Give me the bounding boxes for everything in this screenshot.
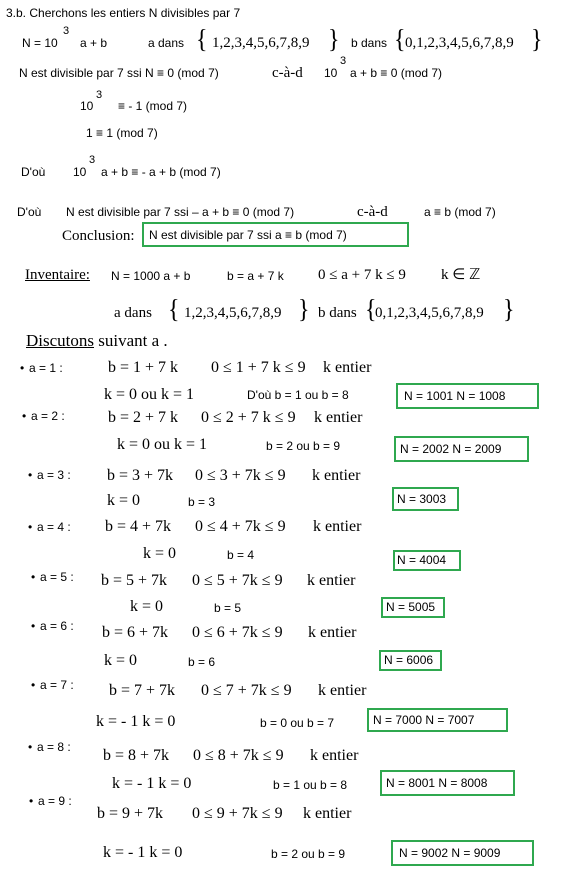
case-b-values: b = 0 ou b = 7 — [260, 716, 335, 730]
discussion-title-rest: suivant a . — [94, 331, 168, 350]
case-k-entier: k entier — [318, 682, 367, 699]
case-k-entier: k entier — [307, 572, 356, 589]
case-equation: b = 8 + 7k — [103, 747, 170, 764]
a-set: 1,2,3,4,5,6,7,8,9 — [212, 35, 310, 51]
case-inequality: 0 ≤ 3 + 7k ≤ 9 — [195, 467, 286, 484]
bullet: • — [31, 570, 36, 584]
case-inequality: 0 ≤ 5 + 7k ≤ 9 — [192, 572, 283, 589]
case-inequality: 0 ≤ 7 + 7k ≤ 9 — [201, 682, 292, 699]
case-k-entier: k entier — [313, 518, 362, 535]
b-set: 0,1,2,3,4,5,6,7,8,9 — [405, 35, 514, 51]
b-dans-label: b dans — [351, 36, 388, 50]
final-congruence: a ≡ b (mod 7) — [424, 205, 496, 219]
case-result: N = 9002 N = 9009 — [399, 846, 501, 860]
case-label: a = 3 : — [37, 468, 71, 482]
case-result: N = 4004 — [397, 553, 447, 567]
conclusion-label: Conclusion: — [62, 228, 135, 244]
case-label: a = 5 : — [40, 570, 74, 584]
n-definition-rest: a + b — [80, 36, 108, 50]
case-equation: b = 7 + 7k — [109, 682, 176, 699]
conclusion-text: N est divisible par 7 ssi a ≡ b (mod 7) — [149, 228, 347, 242]
case-result: N = 5005 — [386, 600, 436, 614]
case-inequality: 0 ≤ 1 + 7 k ≤ 9 — [211, 359, 306, 376]
case-equation: b = 3 + 7k — [107, 467, 174, 484]
power-base: 10 — [324, 66, 338, 80]
case-label: a = 4 : — [37, 520, 71, 534]
case-inequality: 0 ≤ 9 + 7k ≤ 9 — [192, 805, 283, 822]
n-definition-exponent: 3 — [63, 25, 70, 37]
b-dans-label: b dans — [318, 305, 357, 321]
case-k-entier: k entier — [314, 409, 363, 426]
divisibility-statement: N est divisible par 7 ssi N ≡ 0 (mod 7) — [19, 66, 219, 80]
case-k-values: k = - 1 k = 0 — [103, 844, 183, 861]
case-equation: b = 9 + 7k — [97, 805, 164, 822]
power-exponent: 3 — [340, 55, 347, 67]
left-brace: { — [168, 295, 180, 325]
case-b-values: b = 1 ou b = 8 — [273, 778, 348, 792]
a-dans-label: a dans — [114, 305, 152, 321]
bullet: • — [31, 619, 36, 633]
case-equation: b = 4 + 7k — [105, 518, 172, 535]
case-b-values: b = 4 — [227, 548, 255, 562]
case-result: N = 2002 N = 2009 — [400, 442, 502, 456]
case-inequality: 0 ≤ 2 + 7 k ≤ 9 — [201, 409, 296, 426]
case-inequality: 0 ≤ 4 + 7k ≤ 9 — [195, 518, 286, 535]
case-equation: b = 1 + 7 k — [108, 359, 179, 376]
case-k-values: k = 0 — [130, 598, 164, 615]
case-k-entier: k entier — [308, 624, 357, 641]
bullet: • — [20, 361, 25, 375]
case-inequality: 0 ≤ 8 + 7k ≤ 9 — [193, 747, 284, 764]
case-label: a = 8 : — [37, 740, 71, 754]
dou-label: D'où — [21, 165, 46, 179]
left-brace: { — [196, 25, 208, 55]
right-brace: } — [531, 25, 543, 55]
case-k-values: k = 0 — [107, 492, 141, 509]
case-b-values: D'où b = 1 ou b = 8 — [247, 388, 349, 402]
case-b-values: b = 6 — [188, 655, 216, 669]
case-label: a = 6 : — [40, 619, 74, 633]
case-k-values: k = 0 — [104, 652, 138, 669]
bullet: • — [22, 409, 27, 423]
bullet: • — [29, 794, 34, 808]
case-k-values: k = - 1 k = 0 — [112, 775, 192, 792]
n-expression: N = 1000 a + b — [111, 269, 191, 283]
power-base: 10 — [80, 99, 94, 113]
inventaire-label: Inventaire: — [25, 267, 90, 283]
power-exponent: 3 — [96, 89, 103, 101]
congruence-equation: a + b ≡ 0 (mod 7) — [350, 66, 443, 80]
right-brace: } — [328, 25, 340, 55]
case-result: N = 3003 — [397, 492, 447, 506]
b-expression: b = a + 7 k — [227, 269, 284, 283]
case-label: a = 1 : — [29, 361, 63, 375]
case-result: N = 6006 — [384, 653, 434, 667]
congruence-expansion: a + b ≡ - a + b (mod 7) — [101, 165, 221, 179]
dou-label: D'où — [17, 205, 42, 219]
case-k-values: k = 0 ou k = 1 — [104, 386, 195, 403]
bullet: • — [28, 468, 33, 482]
case-k-values: k = 0 — [143, 545, 177, 562]
bullet: • — [28, 740, 33, 754]
case-result: N = 1001 N = 1008 — [404, 389, 506, 403]
right-brace: } — [503, 295, 515, 325]
case-b-values: b = 2 ou b = 9 — [271, 847, 346, 861]
discussion-title — [26, 332, 168, 349]
bullet: • — [28, 520, 33, 534]
divisibility-restatement: N est divisible par 7 ssi – a + b ≡ 0 (mod 7) — [66, 205, 295, 219]
case-k-entier: k entier — [312, 467, 361, 484]
case-result: N = 7000 N = 7007 — [373, 713, 475, 727]
a-set: 1,2,3,4,5,6,7,8,9 — [184, 305, 282, 321]
a-dans-label: a dans — [148, 36, 185, 50]
case-k-values: k = 0 ou k = 1 — [117, 436, 208, 453]
congruence-one: 1 ≡ 1 (mod 7) — [86, 126, 158, 140]
congruence-result: ≡ - 1 (mod 7) — [118, 99, 188, 113]
cad-text: c-à-d — [357, 204, 388, 220]
case-label: a = 2 : — [31, 409, 65, 423]
k-integer: k ∈ ℤ — [441, 267, 481, 283]
k-inequality: 0 ≤ a + 7 k ≤ 9 — [318, 267, 406, 283]
case-k-entier: k entier — [310, 747, 359, 764]
case-result: N = 8001 N = 8008 — [386, 776, 488, 790]
cad-text: c-à-d — [272, 65, 303, 81]
case-k-entier: k entier — [303, 805, 352, 822]
case-b-values: b = 3 — [188, 495, 216, 509]
case-k-entier: k entier — [323, 359, 372, 376]
case-label: a = 7 : — [40, 678, 74, 692]
case-b-values: b = 5 — [214, 601, 242, 615]
discussion-title-underlined: Discutons — [26, 331, 94, 350]
case-b-values: b = 2 ou b = 9 — [266, 439, 341, 453]
case-equation: b = 5 + 7k — [101, 572, 168, 589]
section-title: 3.b. Cherchons les entiers N divisibles par 7 — [6, 6, 241, 20]
power-base: 10 — [73, 165, 87, 179]
case-inequality: 0 ≤ 6 + 7k ≤ 9 — [192, 624, 283, 641]
case-equation: b = 6 + 7k — [102, 624, 169, 641]
left-brace: { — [365, 295, 377, 325]
bullet: • — [31, 678, 36, 692]
case-equation: b = 2 + 7 k — [108, 409, 179, 426]
case-k-values: k = - 1 k = 0 — [96, 713, 176, 730]
power-exponent: 3 — [89, 154, 96, 166]
case-label: a = 9 : — [38, 794, 72, 808]
right-brace: } — [298, 295, 310, 325]
left-brace: { — [394, 25, 406, 55]
n-definition: N = 10 — [22, 36, 58, 50]
b-set: 0,1,2,3,4,5,6,7,8,9 — [375, 305, 484, 321]
